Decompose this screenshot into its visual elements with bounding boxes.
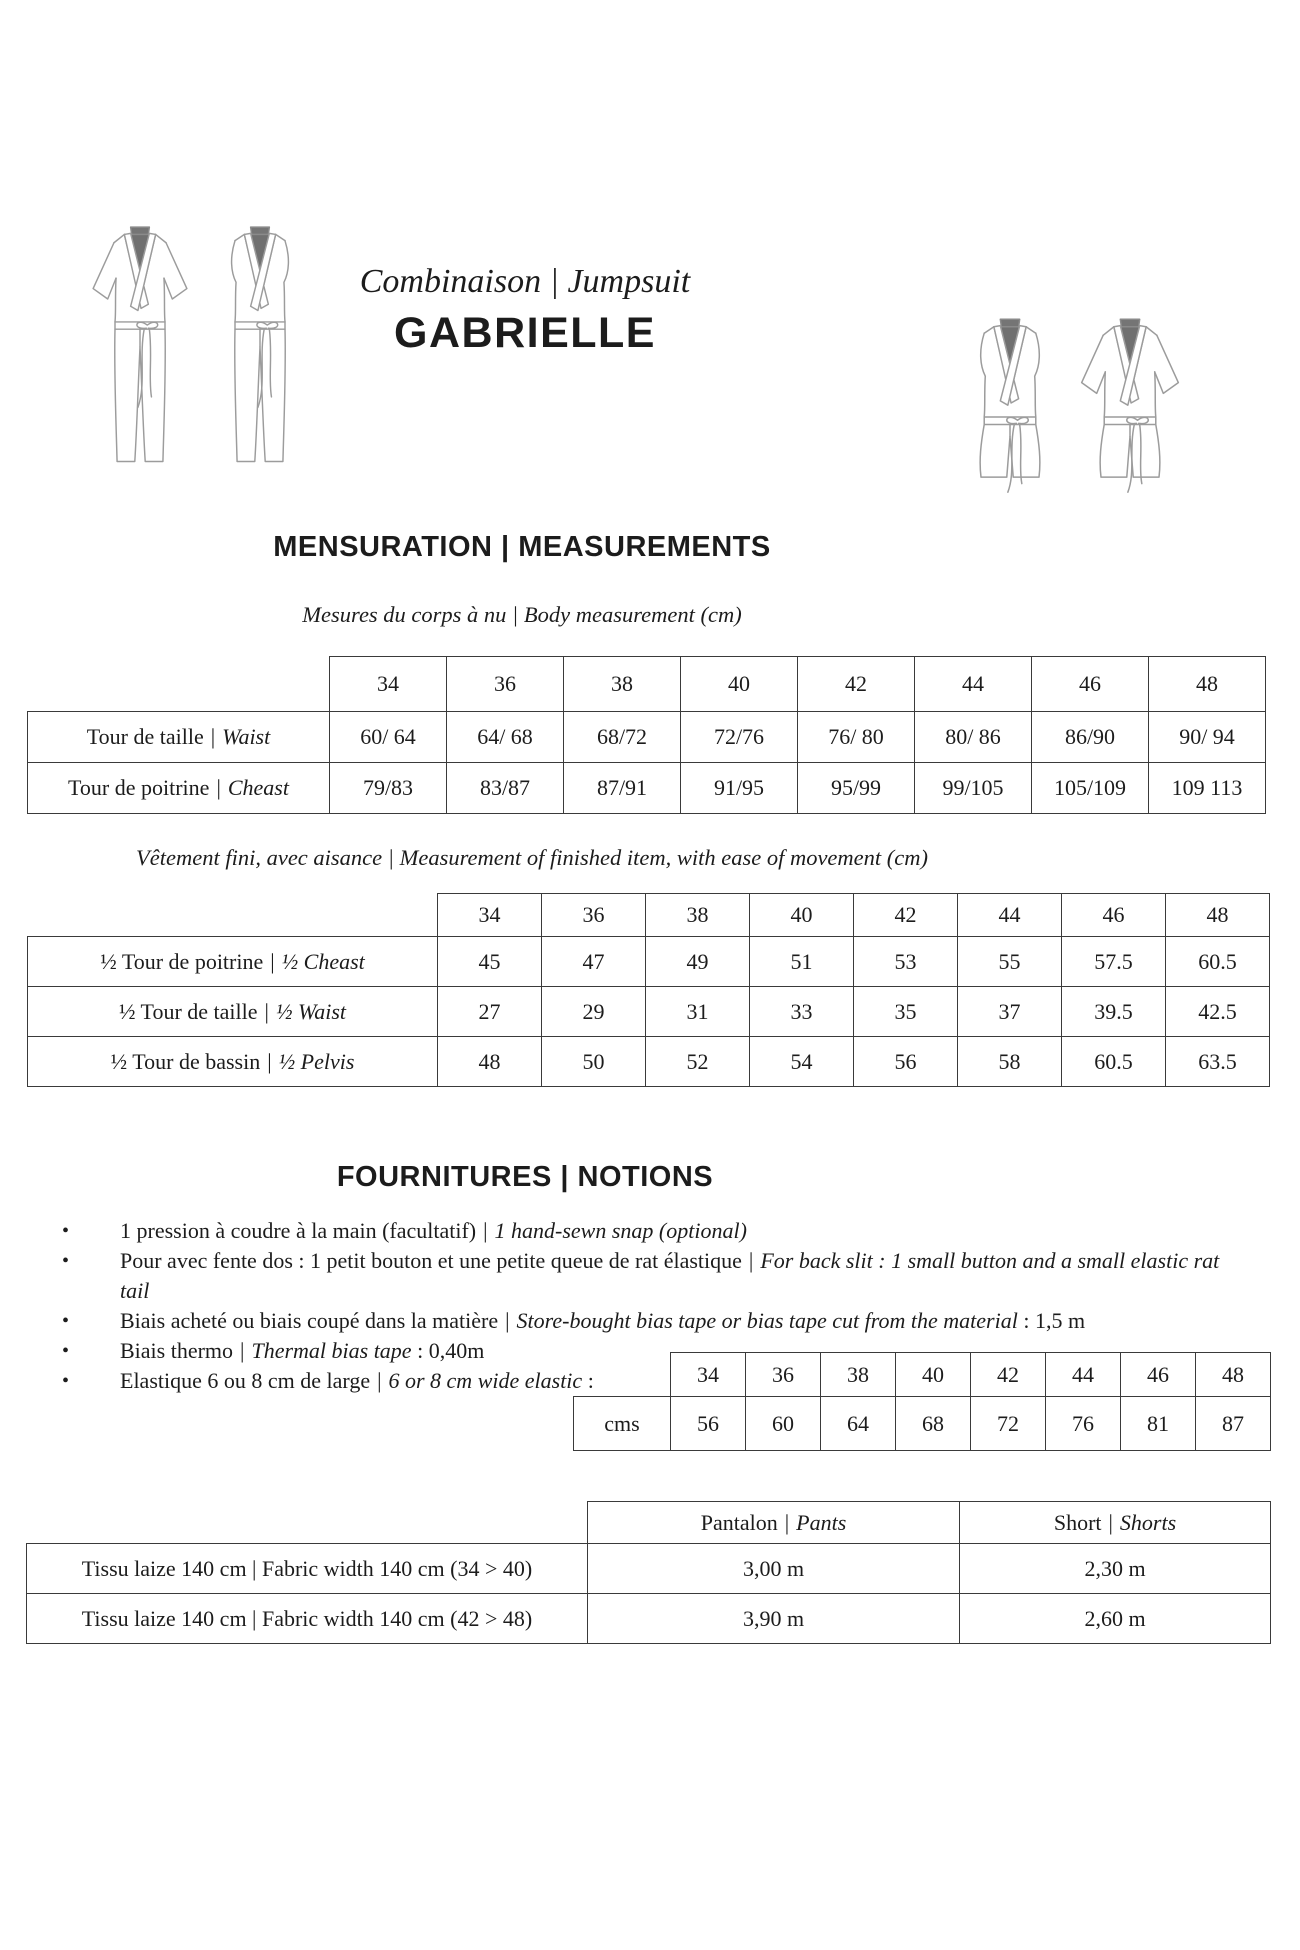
col-label-en: Pants — [796, 1509, 847, 1535]
pipe-separator: | — [505, 1308, 510, 1333]
elastic-length-table — [573, 1352, 1271, 1451]
row-label-en: ½ Cheast — [281, 948, 365, 974]
size-header-cell: 44 — [1046, 1353, 1121, 1397]
jumpsuit-sleeved-illustration — [80, 224, 200, 474]
list-item — [62, 1306, 1247, 1336]
size-header-cell: 46 — [1062, 894, 1166, 937]
value-cell: 95/99 — [798, 763, 915, 814]
value-cell: 87/91 — [564, 763, 681, 814]
row-label-cell — [28, 987, 438, 1037]
list-item-text — [120, 1216, 747, 1246]
value-cell: 90/ 94 — [1149, 712, 1266, 763]
row-label-en: ½ Waist — [275, 998, 347, 1024]
pipe-separator: | — [377, 1368, 382, 1393]
size-header-cell: 34 — [438, 894, 542, 937]
pipe-separator: | — [267, 1048, 272, 1074]
value-cell: 2,30 m — [960, 1544, 1271, 1594]
bullet-fr: 1 pression à coudre à la main (facultatif) — [120, 1218, 477, 1243]
romper-illustrations — [950, 316, 1190, 504]
size-header-cell: 38 — [646, 894, 750, 937]
row-label-en: ½ Pelvis — [278, 1048, 355, 1074]
list-item — [62, 1246, 1247, 1306]
bullet-suffix: : 1,5 m — [1017, 1308, 1086, 1333]
empty-corner-cell — [27, 1502, 588, 1544]
size-header-row — [574, 1353, 1271, 1397]
pattern-name: GABRIELLE — [394, 309, 656, 357]
value-cell: 48 — [438, 1037, 542, 1087]
jumpsuit-illustrations — [80, 224, 320, 474]
pipe-separator: | — [240, 1338, 245, 1363]
size-header-cell: 48 — [1166, 894, 1270, 937]
value-cell: 58 — [958, 1037, 1062, 1087]
row-label-fr: ½ Tour de bassin — [110, 1048, 261, 1074]
title-block — [330, 262, 720, 358]
value-cell: 76 — [1046, 1397, 1121, 1451]
pipe-separator: | — [216, 775, 221, 800]
value-cell: 80/ 86 — [915, 712, 1032, 763]
size-header-cell: 34 — [671, 1353, 746, 1397]
bullet-icon: • — [62, 1220, 70, 1242]
size-header-cell: 40 — [681, 657, 798, 712]
value-cell: 39.5 — [1062, 987, 1166, 1037]
col-label-fr: Pantalon — [700, 1509, 778, 1535]
romper-sleeved-illustration — [1070, 316, 1190, 504]
fabric-requirements-table — [26, 1501, 1271, 1644]
row-label-en: Cheast — [227, 775, 289, 800]
bullet-suffix: : — [582, 1368, 594, 1393]
row-label-fr: ½ Tour de poitrine — [100, 948, 264, 974]
chest-row — [28, 763, 1266, 814]
row-label-cell — [28, 763, 330, 814]
value-cell: 72/76 — [681, 712, 798, 763]
bullet-suffix: : 0,40m — [411, 1338, 485, 1363]
value-cell: 105/109 — [1032, 763, 1149, 814]
value-cell: 31 — [646, 987, 750, 1037]
row-label-cell — [28, 1037, 438, 1087]
pipe-separator: | — [270, 948, 275, 974]
size-header-cell: 42 — [854, 894, 958, 937]
value-cell: 83/87 — [447, 763, 564, 814]
bullet-icon: • — [62, 1250, 70, 1272]
shorts-column-header — [960, 1502, 1271, 1544]
row-label-fr: ½ Tour de taille — [118, 998, 258, 1024]
size-header-cell: 48 — [1196, 1353, 1271, 1397]
bullet-en: 1 hand-sewn snap (optional) — [494, 1218, 747, 1243]
value-cell: 64/ 68 — [447, 712, 564, 763]
empty-corner-cell — [28, 894, 438, 937]
value-cell: 56 — [671, 1397, 746, 1451]
row-label-cell: cms — [574, 1397, 671, 1451]
list-item — [62, 1216, 1247, 1246]
row-label-cell: Tissu laize 140 cm | Fabric width 140 cm (42 > 48) — [27, 1594, 588, 1644]
size-header-cell: 36 — [746, 1353, 821, 1397]
bullet-fr: Elastique 6 ou 8 cm de large — [120, 1368, 371, 1393]
bullet-en: Thermal bias tape — [251, 1338, 412, 1363]
bullet-fr: Biais acheté ou biais coupé dans la matière — [120, 1308, 499, 1333]
value-cell: 72 — [971, 1397, 1046, 1451]
value-cell: 45 — [438, 937, 542, 987]
value-cell: 51 — [750, 937, 854, 987]
size-header-cell: 42 — [798, 657, 915, 712]
body-measurements-table — [27, 656, 1266, 814]
size-header-cell: 44 — [958, 894, 1062, 937]
value-cell: 64 — [821, 1397, 896, 1451]
pipe-separator: | — [210, 724, 216, 749]
bullet-en: 6 or 8 cm wide elastic — [388, 1368, 583, 1393]
value-cell: 47 — [542, 937, 646, 987]
value-cell: 60/ 64 — [330, 712, 447, 763]
value-cell: 2,60 m — [960, 1594, 1271, 1644]
fabric-header-row — [27, 1502, 1271, 1544]
jumpsuit-sleeveless-illustration — [200, 224, 320, 474]
finished-measurements-table — [27, 893, 1270, 1087]
list-item-text — [120, 1336, 484, 1366]
size-header-cell: 40 — [896, 1353, 971, 1397]
bullet-icon: • — [62, 1310, 70, 1332]
waist-row — [28, 712, 1266, 763]
value-cell: 54 — [750, 1037, 854, 1087]
half-chest-row — [28, 937, 1270, 987]
value-cell: 3,00 m — [588, 1544, 960, 1594]
pants-column-header — [588, 1502, 960, 1544]
half-waist-row — [28, 987, 1270, 1037]
fabric-row-large-sizes — [27, 1594, 1271, 1644]
bullet-icon: • — [62, 1370, 70, 1392]
size-header-cell: 42 — [971, 1353, 1046, 1397]
row-label-fr: Tour de taille — [86, 724, 204, 749]
value-cell: 60.5 — [1062, 1037, 1166, 1087]
pipe-separator: | — [748, 1248, 754, 1273]
pipe-separator: | — [264, 998, 269, 1024]
value-cell: 42.5 — [1166, 987, 1270, 1037]
row-label-cell — [28, 712, 330, 763]
value-cell: 68 — [896, 1397, 971, 1451]
elastic-cms-row — [574, 1397, 1271, 1451]
pipe-separator: | — [483, 1218, 488, 1243]
value-cell: 91/95 — [681, 763, 798, 814]
size-header-row — [28, 894, 1270, 937]
row-label-cell — [28, 937, 438, 987]
romper-sleeveless-illustration — [950, 316, 1070, 504]
row-label-en: Waist — [222, 724, 271, 749]
row-label-cell: Tissu laize 140 cm | Fabric width 140 cm (34 > 40) — [27, 1544, 588, 1594]
value-cell: 60 — [746, 1397, 821, 1451]
pattern-type-subtitle: Combinaison | Jumpsuit — [359, 263, 691, 300]
size-header-cell: 38 — [564, 657, 681, 712]
value-cell: 60.5 — [1166, 937, 1270, 987]
row-label-fr: Tour de poitrine — [68, 775, 210, 800]
col-label-fr: Short — [1053, 1509, 1102, 1535]
value-cell: 56 — [854, 1037, 958, 1087]
size-header-cell: 46 — [1121, 1353, 1196, 1397]
value-cell: 79/83 — [330, 763, 447, 814]
value-cell: 76/ 80 — [798, 712, 915, 763]
value-cell: 53 — [854, 937, 958, 987]
half-pelvis-row — [28, 1037, 1270, 1087]
value-cell: 87 — [1196, 1397, 1271, 1451]
value-cell: 86/90 — [1032, 712, 1149, 763]
value-cell: 81 — [1121, 1397, 1196, 1451]
list-item-text — [120, 1306, 1085, 1336]
bullet-icon: • — [62, 1340, 70, 1362]
value-cell: 63.5 — [1166, 1037, 1270, 1087]
value-cell: 35 — [854, 987, 958, 1037]
value-cell: 68/72 — [564, 712, 681, 763]
list-item-text — [120, 1246, 1245, 1306]
pipe-separator: | — [1108, 1509, 1113, 1535]
empty-corner-cell — [28, 657, 330, 712]
body-measurement-caption: Mesures du corps à nu | Body measurement (cm) — [302, 602, 742, 627]
value-cell: 49 — [646, 937, 750, 987]
size-header-cell: 36 — [542, 894, 646, 937]
bullet-fr: Pour avec fente dos : 1 petit bouton et une petite queue de rat élastique — [120, 1248, 742, 1273]
bullet-en: For back slit : 1 small button and a small elastic rat tail — [120, 1248, 1220, 1303]
value-cell: 99/105 — [915, 763, 1032, 814]
size-header-cell: 44 — [915, 657, 1032, 712]
value-cell: 3,90 m — [588, 1594, 960, 1644]
size-header-cell: 36 — [447, 657, 564, 712]
value-cell: 29 — [542, 987, 646, 1037]
size-header-row — [28, 657, 1266, 712]
value-cell: 37 — [958, 987, 1062, 1037]
size-header-cell: 38 — [821, 1353, 896, 1397]
measurements-heading: MENSURATION | MEASUREMENTS — [273, 531, 771, 563]
size-header-cell: 40 — [750, 894, 854, 937]
size-header-cell: 46 — [1032, 657, 1149, 712]
value-cell: 109 113 — [1149, 763, 1266, 814]
value-cell: 27 — [438, 987, 542, 1037]
bullet-fr: Biais thermo — [120, 1338, 234, 1363]
col-label-en: Shorts — [1119, 1509, 1177, 1535]
value-cell: 50 — [542, 1037, 646, 1087]
size-header-cell: 48 — [1149, 657, 1266, 712]
value-cell: 52 — [646, 1037, 750, 1087]
finished-measurement-caption: Vêtement fini, avec aisance | Measurement of finished item, with ease of movement (cm) — [136, 845, 928, 870]
size-header-cell: 34 — [330, 657, 447, 712]
list-item-text — [120, 1366, 594, 1396]
bullet-en: Store-bought bias tape or bias tape cut from the material — [516, 1308, 1018, 1333]
pipe-separator: | — [784, 1509, 790, 1535]
notions-heading: FOURNITURES | NOTIONS — [336, 1161, 714, 1193]
value-cell: 33 — [750, 987, 854, 1037]
fabric-row-small-sizes — [27, 1544, 1271, 1594]
value-cell: 55 — [958, 937, 1062, 987]
empty-corner-cell — [574, 1353, 671, 1397]
value-cell: 57.5 — [1062, 937, 1166, 987]
